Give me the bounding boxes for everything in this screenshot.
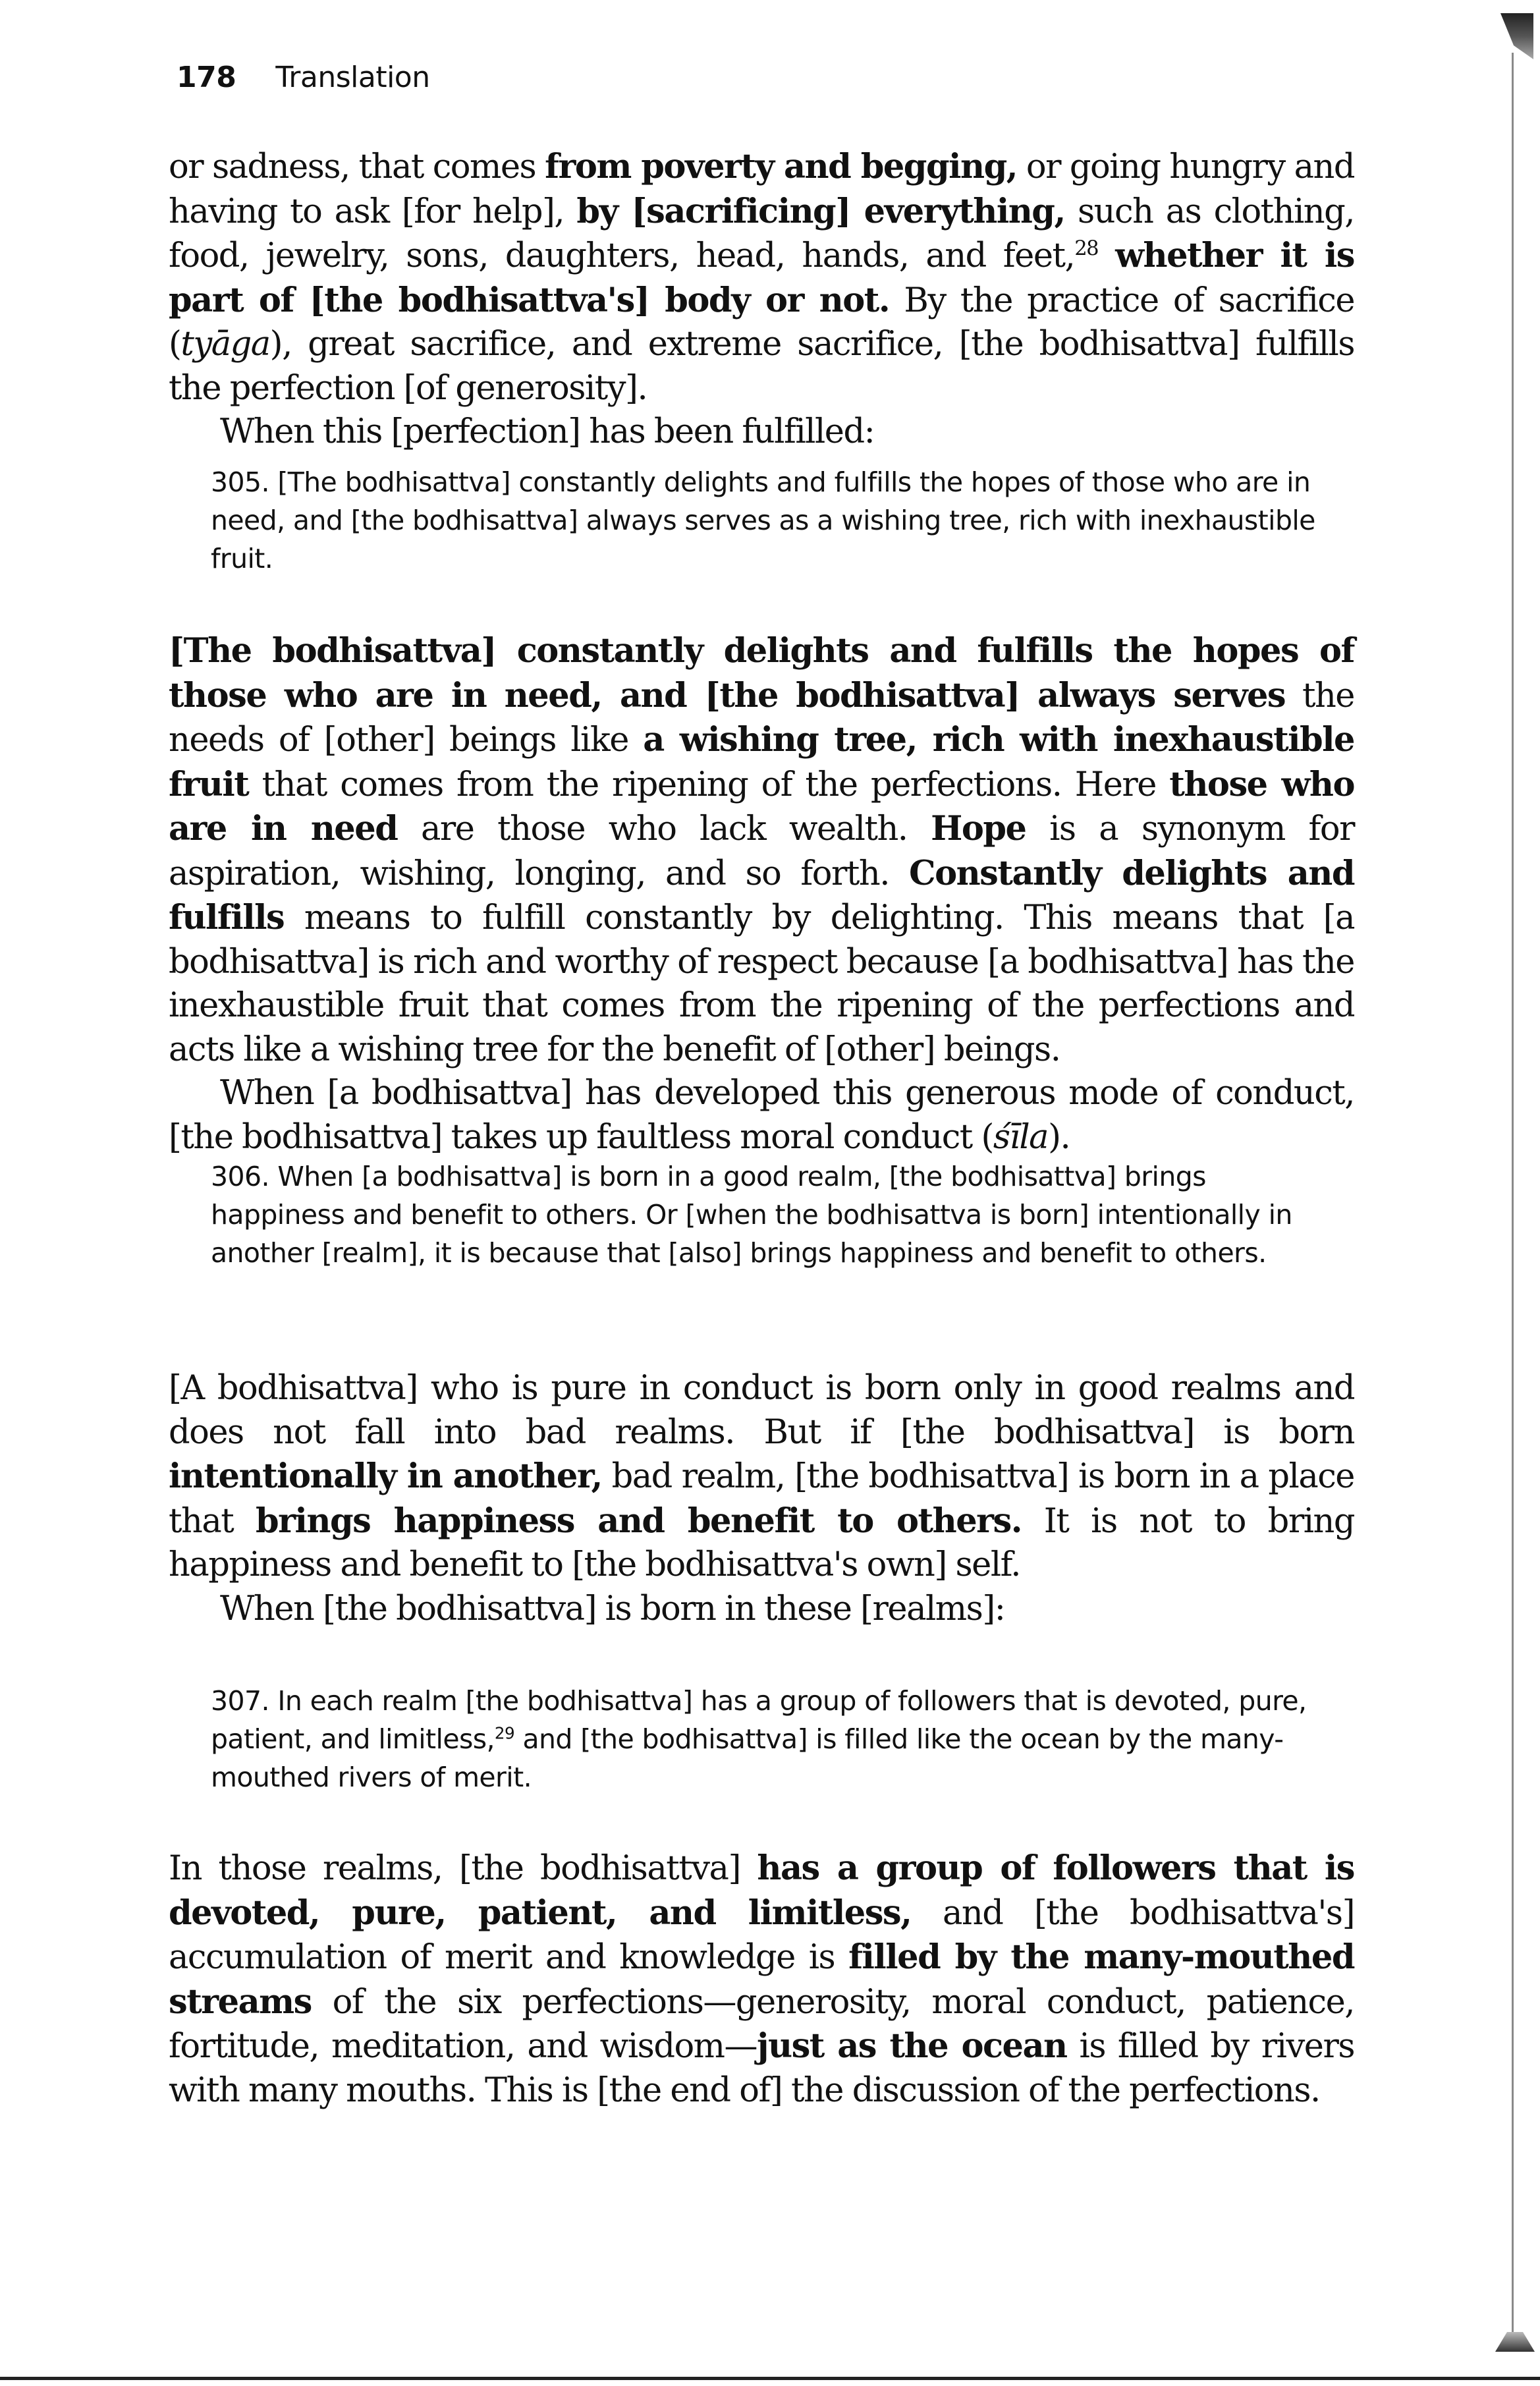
page-edge-line xyxy=(1512,53,1514,2345)
paragraph: [A bodhisattva] who is pure in conduct is born only in good realms and does not fall into bad realms. But if [the bodhisattva] is born intentionally in another, bad realm, [the bodhisattva] is born in a place that brings happiness and benefit to others. It is not to bring happiness and benefit to [the bodhisattva's own] self. xyxy=(169,1369,1354,1584)
running-title: Translation xyxy=(275,61,430,94)
scan-bottom-border xyxy=(0,2377,1540,2380)
prose-block-2 xyxy=(169,629,1354,1159)
verse-306: 306. When [a bodhisattva] is born in a good realm, [the bodhisattva] brings happiness and benefit to others. Or [when the bodhisattva is born] intentionally in another [realm], it is because that [also] brings happiness and benefit to others. xyxy=(211,1161,1292,1269)
running-header xyxy=(177,61,430,94)
page-number: 178 xyxy=(177,61,236,94)
paragraph: or sadness, that comes from poverty and begging, or going hungry and having to ask [for help], by [sacrificing] everything, such as clothing, food, jewelry, sons, daughters, head, hands, and feet,$^{28}$ whether it is part of [the bodhisattva's] body or not. By the practice of sacrifice (tyāga), great sacrifice, and extreme sacrifice, [the bodhisattva] fulfills the perfection [of generosity]. xyxy=(169,147,1355,408)
paragraph: [The bodhisattva] constantly delights and fulfills the hopes of those who are in need, and [the bodhisattva] always serves the needs of [other] beings like a wishing tree, rich with inexhaustible fruit that comes from the ripening of the perfections. Here those who are in need are those who lack wealth. Hope is a synonym for aspiration, wishing, longing, and so forth. Constantly delights and fulfills means to fulfill constantly by delighting. This means that [a bodhisattva] is rich and worthy of respect because [a bodhisattva] has the inexhaustible fruit that comes from the ripening of the perfections and acts like a wishing tree for the benefit of [other] beings. xyxy=(169,631,1354,1069)
prose-block-4 xyxy=(169,1846,1354,2113)
verse-305: 305. [The bodhisattva] constantly delights and fulfills the hopes of those who are in need, and [the bodhisattva] always serves as a wishing tree, rich with inexhaustible fruit. xyxy=(211,466,1315,574)
page-edge-shadow xyxy=(1500,13,1533,59)
page-edge-shadow-bottom xyxy=(1495,2332,1535,2352)
prose-block-3 xyxy=(169,1367,1354,1631)
footnote-marker: 28 xyxy=(1074,237,1099,260)
prose-block-1 xyxy=(169,145,1354,455)
paragraph: When [the bodhisattva] is born in these [realms]: xyxy=(220,1589,1005,1628)
paragraph: When [a bodhisattva] has developed this generous mode of conduct, [the bodhisattva] takes up faultless moral conduct (śīla). xyxy=(169,1074,1354,1157)
verse-307: 307. In each realm [the bodhisattva] has a group of followers that is devoted, pure, patient, and limitless,$^{29}$ and [the bodhisattva] is filled like the ocean by the many-mouthed rivers of merit. xyxy=(211,1685,1307,1793)
paragraph: In those realms, [the bodhisattva] has a group of followers that is devoted, pure, patient, and limitless, and [the bodhisattva's] accumulation of merit and knowledge is filled by the many-mouthed streams of the six perfections—generosity, moral conduct, patience, fortitude, meditation, and wisdom—just as the ocean is filled by rivers with many mouths. This is [the end of] the discussion of the perfections. xyxy=(169,1848,1355,2110)
paragraph: When this [perfection] has been fulfilled: xyxy=(220,412,875,451)
footnote-marker: 29 xyxy=(494,1723,515,1743)
